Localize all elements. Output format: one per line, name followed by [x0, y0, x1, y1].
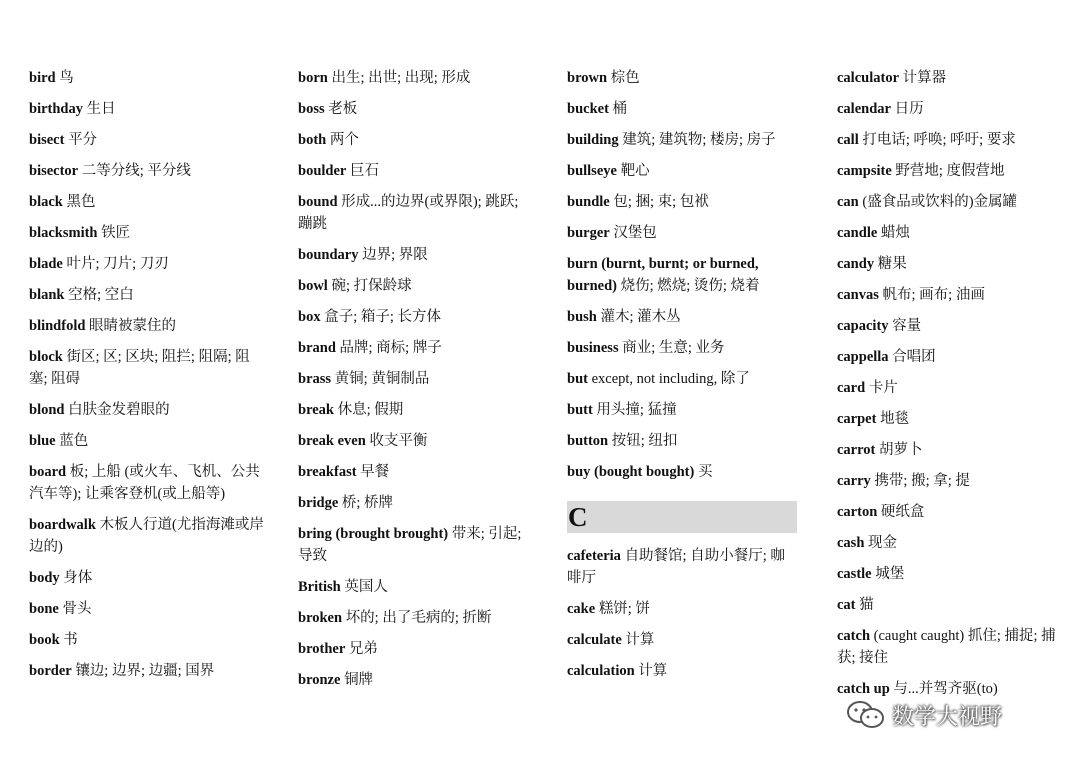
dictionary-entry	[298, 669, 536, 691]
entry-definition: 与...并驾齐驱(to)	[889, 681, 998, 697]
entry-definition: 汉堡包	[609, 225, 657, 241]
dictionary-entry	[567, 253, 797, 297]
entry-word: bone	[29, 601, 59, 617]
entry-definition: 胡萝卜	[875, 442, 923, 458]
entry-definition: 打电话; 呼唤; 呼吁; 要求	[858, 132, 1016, 148]
dictionary-entry	[567, 160, 797, 182]
entry-word: but	[567, 371, 588, 387]
dictionary-entry	[29, 430, 267, 452]
entry-word: boulder	[298, 163, 347, 179]
entry-definition: 商业; 生意; 业务	[618, 340, 725, 356]
dictionary-entry	[298, 576, 536, 598]
entry-word: bridge	[298, 495, 339, 511]
entry-word: cappella	[837, 349, 889, 365]
entry-word: capacity	[837, 318, 889, 334]
entry-word: candy	[837, 256, 875, 272]
dictionary-entry	[837, 532, 1065, 554]
dictionary-entry	[298, 607, 536, 629]
entry-word: call	[837, 132, 859, 148]
entry-definition: 黑色	[62, 194, 96, 210]
entry-definition: 黄铜; 黄铜制品	[331, 371, 430, 387]
entry-definition: 猫	[855, 597, 874, 613]
dictionary-entry	[837, 222, 1065, 244]
dictionary-entry	[837, 98, 1065, 120]
dictionary-entry	[298, 337, 536, 359]
entry-definition: 盒子; 箱子; 长方体	[320, 309, 442, 325]
entry-definition: 用头撞; 猛撞	[592, 402, 677, 418]
dictionary-entry	[837, 346, 1065, 368]
dictionary-entry	[29, 514, 267, 558]
dictionary-entry	[837, 284, 1065, 306]
entry-definition: 卡片	[865, 380, 898, 396]
entry-word: button	[567, 433, 609, 449]
entry-word: brand	[298, 340, 336, 356]
dictionary-entry	[29, 399, 267, 421]
entry-word: calculate	[567, 632, 622, 648]
entry-word: canvas	[837, 287, 879, 303]
entry-word: carpet	[837, 411, 877, 427]
entry-word: bundle	[567, 194, 610, 210]
dictionary-entry	[837, 377, 1065, 399]
dictionary-entry	[837, 678, 1065, 700]
entry-word: catch	[837, 628, 871, 644]
dictionary-entry	[298, 399, 536, 421]
entry-word: bound	[298, 194, 338, 210]
entry-definition: 板; 上船 (或火车、飞机、公共汽车等); 让乘客登机(或上船等)	[29, 464, 260, 502]
entry-definition: 品牌; 商标; 牌子	[335, 340, 442, 356]
entry-definition: 早餐	[356, 464, 390, 480]
entry-definition: 铁匠	[97, 225, 131, 241]
dictionary-entry	[837, 253, 1065, 275]
dictionary-entry	[29, 191, 267, 213]
entry-definition: 蓝色	[55, 433, 89, 449]
entry-word: bowl	[298, 278, 328, 294]
entry-word: blank	[29, 287, 65, 303]
entry-definition: 二等分线; 平分线	[78, 163, 191, 179]
entry-definition: 两个	[326, 132, 359, 148]
dictionary-entry	[29, 160, 267, 182]
entry-definition: 桥; 桥牌	[338, 495, 394, 511]
dictionary-entry	[837, 191, 1065, 213]
entry-definition: 书	[59, 632, 78, 648]
dictionary-entry	[837, 315, 1065, 337]
dictionary-entry	[29, 67, 267, 89]
entry-word: castle	[837, 566, 872, 582]
dictionary-entry	[29, 98, 267, 120]
dictionary-entry	[567, 368, 797, 390]
dictionary-entry	[567, 598, 797, 620]
entry-definition: 出生; 出世; 出现; 形成	[327, 70, 471, 86]
entry-word: building	[567, 132, 619, 148]
entry-definition: 日历	[890, 101, 924, 117]
entry-definition: 巨石	[346, 163, 379, 179]
dictionary-entry	[29, 461, 267, 505]
dictionary-entry	[29, 253, 267, 275]
entry-word: blacksmith	[29, 225, 98, 241]
entry-definition: 空格; 空白	[64, 287, 134, 303]
entry-word: blade	[29, 256, 63, 272]
entry-definition: 计算	[634, 663, 668, 679]
dictionary-entry	[298, 638, 536, 660]
entry-definition: 计算器	[899, 70, 947, 86]
entry-definition: 生日	[83, 101, 116, 117]
dictionary-entry	[29, 567, 267, 589]
entry-word: carrot	[837, 442, 876, 458]
entry-definition: 桶	[608, 101, 628, 117]
entry-definition: 棕色	[607, 70, 640, 86]
entry-definition: 糕饼; 饼	[595, 601, 650, 617]
entry-word: box	[298, 309, 321, 325]
dictionary-entry	[298, 191, 536, 235]
dictionary-entry	[298, 430, 536, 452]
entry-word: calendar	[837, 101, 891, 117]
entry-word: bisector	[29, 163, 79, 179]
entry-definition: 买	[694, 464, 713, 480]
dictionary-entry	[298, 523, 536, 567]
entry-word: catch up	[837, 681, 890, 697]
entry-definition: 镶边; 边界; 边疆; 国界	[71, 663, 215, 679]
dictionary-entry	[567, 629, 797, 651]
entry-word: bullseye	[567, 163, 617, 179]
entry-definition: 木板人行道(尤指海滩或岸边的)	[29, 517, 264, 555]
entry-definition: 靶心	[616, 163, 650, 179]
entry-word: bush	[567, 309, 597, 325]
column-3	[567, 67, 797, 691]
entry-definition: 眼睛被蒙住的	[85, 318, 177, 334]
entry-definition: except, not including, 除了	[587, 371, 750, 387]
entry-word: can	[837, 194, 859, 210]
entry-word: block	[29, 349, 63, 365]
entry-definition: 带来; 引起; 导致	[298, 526, 522, 564]
entry-word: brass	[298, 371, 332, 387]
entry-word: card	[837, 380, 866, 396]
entry-word: candle	[837, 225, 878, 241]
entry-word: both	[298, 132, 327, 148]
entry-word: cash	[837, 535, 865, 551]
entry-word: cake	[567, 601, 596, 617]
dictionary-entry	[298, 160, 536, 182]
entry-definition: 骨头	[58, 601, 92, 617]
entry-definition: 休息; 假期	[334, 402, 404, 418]
dictionary-entry	[298, 244, 536, 266]
dictionary-entry	[29, 629, 267, 651]
dictionary-entry	[29, 346, 267, 390]
dictionary-entry	[29, 315, 267, 337]
entry-word: butt	[567, 402, 593, 418]
entry-word: bring (brought brought)	[298, 526, 449, 542]
entry-word: bronze	[298, 672, 341, 688]
dictionary-entry	[837, 563, 1065, 585]
entry-definition: 鸟	[55, 70, 74, 86]
entry-word: calculation	[567, 663, 635, 679]
entry-definition: 建筑; 建筑物; 楼房; 房子	[618, 132, 776, 148]
dictionary-entry	[567, 306, 797, 328]
entry-definition: 边界; 界限	[358, 247, 428, 263]
entry-definition: 灌木; 灌木丛	[596, 309, 681, 325]
dictionary-entry	[837, 439, 1065, 461]
entry-word: brother	[298, 641, 346, 657]
wechat-icon	[846, 700, 886, 730]
entry-word: body	[29, 570, 60, 586]
entry-definition: 英国人	[340, 579, 388, 595]
dictionary-entry	[567, 337, 797, 359]
column-1	[29, 67, 267, 691]
entry-definition: 烧伤; 燃烧; 烫伤; 烧着	[616, 278, 760, 294]
entry-word: bisect	[29, 132, 65, 148]
dictionary-entry	[567, 430, 797, 452]
entry-word: border	[29, 663, 72, 679]
dictionary-entry	[567, 660, 797, 682]
entry-word: boardwalk	[29, 517, 96, 533]
dictionary-entry	[567, 461, 797, 483]
entry-word: boss	[298, 101, 325, 117]
entry-word: business	[567, 340, 619, 356]
dictionary-entry	[567, 399, 797, 421]
column-4	[837, 67, 1065, 709]
dictionary-entry	[837, 160, 1065, 182]
watermark	[846, 698, 1002, 732]
column-2	[298, 67, 536, 700]
entry-definition: 平分	[64, 132, 98, 148]
dictionary-entry	[29, 222, 267, 244]
section-heading: C	[567, 501, 797, 533]
dictionary-entry	[567, 191, 797, 213]
dictionary-entry	[837, 129, 1065, 151]
entry-definition: 地毯	[876, 411, 910, 427]
dictionary-entry	[837, 408, 1065, 430]
entry-word: cafeteria	[567, 548, 621, 564]
dictionary-entry	[298, 368, 536, 390]
dictionary-entry	[837, 625, 1065, 669]
entry-word: black	[29, 194, 63, 210]
entry-definition: 糖果	[874, 256, 907, 272]
dictionary-entry	[567, 67, 797, 89]
entry-definition: 按钮; 纽扣	[608, 433, 678, 449]
entry-word: campsite	[837, 163, 892, 179]
dictionary-entry	[298, 306, 536, 328]
entry-word: born	[298, 70, 328, 86]
entry-word: carton	[837, 504, 878, 520]
watermark-text: 数学大视野	[892, 704, 1003, 730]
dictionary-entry	[29, 284, 267, 306]
entry-definition: (盛食品或饮料的)金属罐	[858, 194, 1018, 210]
entry-word: board	[29, 464, 67, 480]
entry-definition: 蜡烛	[877, 225, 910, 241]
dictionary-entry	[298, 461, 536, 483]
entry-word: bucket	[567, 101, 609, 117]
entry-definition: 现金	[864, 535, 898, 551]
entry-word: break even	[298, 433, 366, 449]
entry-word: burger	[567, 225, 610, 241]
entry-word: break	[298, 402, 334, 418]
dictionary-entry	[567, 98, 797, 120]
entry-definition: 叶片; 刀片; 刀刃	[62, 256, 169, 272]
entry-definition: 街区; 区; 区块; 阻拦; 阻隔; 阻塞; 阻碍	[29, 349, 250, 387]
dictionary-entry	[298, 492, 536, 514]
dictionary-entry	[298, 67, 536, 89]
entry-definition: 合唱团	[888, 349, 936, 365]
entry-word: breakfast	[298, 464, 357, 480]
entry-definition: 身体	[59, 570, 93, 586]
dictionary-entry	[298, 275, 536, 297]
entry-definition: 帆布; 画布; 油画	[878, 287, 985, 303]
entry-definition: 收支平衡	[365, 433, 428, 449]
dictionary-entry	[298, 98, 536, 120]
entry-definition: 硬纸盒	[877, 504, 925, 520]
entry-definition: 城堡	[871, 566, 905, 582]
entry-definition: 野营地; 度假营地	[891, 163, 1005, 179]
dictionary-entry	[298, 129, 536, 151]
entry-word: book	[29, 632, 60, 648]
entry-word: cat	[837, 597, 856, 613]
entry-word: buy (bought bought)	[567, 464, 695, 480]
entry-word: brown	[567, 70, 608, 86]
entry-word: bird	[29, 70, 56, 86]
entry-definition: 碗; 打保龄球	[327, 278, 412, 294]
entry-definition: 计算	[621, 632, 655, 648]
entry-definition: 老板	[324, 101, 358, 117]
entry-word: boundary	[298, 247, 359, 263]
entry-definition: 白肤金发碧眼的	[64, 402, 170, 418]
dictionary-entry	[567, 545, 797, 589]
entry-definition: 形成...的边界(或界限); 跳跃; 蹦跳	[298, 194, 519, 232]
dictionary-entry	[837, 67, 1065, 89]
dictionary-entry	[837, 470, 1065, 492]
entry-word: blond	[29, 402, 65, 418]
entry-word: blue	[29, 433, 56, 449]
dictionary-entry	[29, 598, 267, 620]
entry-definition: 铜牌	[340, 672, 374, 688]
entry-word: broken	[298, 610, 343, 626]
dictionary-entry	[837, 594, 1065, 616]
dictionary-entry	[29, 129, 267, 151]
entry-definition: 容量	[888, 318, 922, 334]
entry-word: burn (burnt, burnt; or burned, burned)	[567, 256, 759, 294]
dictionary-entry	[567, 129, 797, 151]
entry-definition: 兄弟	[345, 641, 378, 657]
dictionary-entry	[567, 222, 797, 244]
entry-definition: 自助餐馆; 自助小餐厅; 咖啡厅	[567, 548, 785, 586]
entry-word: calculator	[837, 70, 900, 86]
entry-definition: (caught caught) 抓住; 捕捉; 捕获; 接住	[837, 628, 1056, 666]
entry-word: birthday	[29, 101, 83, 117]
entry-definition: 坏的; 出了毛病的; 折断	[342, 610, 492, 626]
entry-word: blindfold	[29, 318, 86, 334]
dictionary-entry	[29, 660, 267, 682]
entry-word: carry	[837, 473, 871, 489]
dictionary-entry	[837, 501, 1065, 523]
entry-definition: 携带; 搬; 拿; 提	[870, 473, 970, 489]
entry-word: British	[298, 579, 341, 595]
entry-definition: 包; 捆; 束; 包袱	[609, 194, 709, 210]
